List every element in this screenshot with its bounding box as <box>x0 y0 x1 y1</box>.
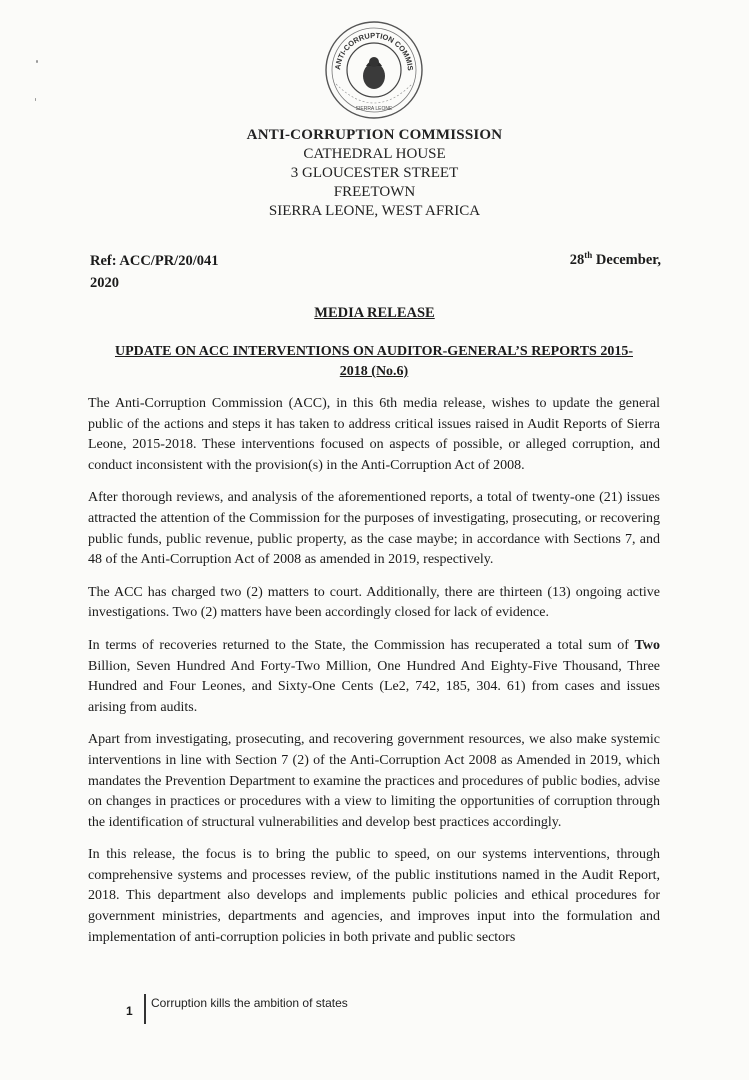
update-title <box>88 342 660 382</box>
address-line-2: 3 GLOUCESTER STREET <box>290 165 459 181</box>
paragraph-6: In this release, the focus is to bring the public to speed, on our systems interventions, through comprehensive systems and processes review, of the public institutions named in the Audit Report, 2018. This department also develops and implements public policies and ethical procedures for government ministries, departments and agencies, and improves input into the formulation and implementation of anti-corruption policies in both private and public sectors <box>88 847 660 945</box>
update-title-line-2: 2018 (No.6) <box>339 364 409 379</box>
footer-motto: Corruption kills the ambition of states <box>151 996 348 1010</box>
letterhead <box>0 126 749 221</box>
paragraph-5: Apart from investigating, prosecuting, and recovering government resources, we also make systemic interventions in line with Section 7 (2) of the Anti-Corruption Act 2008 as Amended in 2019, which mandates the Prevention Department to examine the practices and procedures of public bodies, advise on changes in practices or procedures with a view to limiting the opportunities of corruption through the identification of structural vulnerabilities and develop best practices accordingly. <box>88 732 660 830</box>
paragraph-1: The Anti-Corruption Commission (ACC), in this 6th media release, wishes to update the general public of the actions and steps it has taken to address critical issues raised in Audit Reports of Sierra Leone, 2015-2018. These interventions focused on aspects of possible, or alleged corruption, and conduct inconsistent with the provision(s) in the Anti-Corruption Act of 2008. <box>88 396 660 473</box>
footer-divider <box>144 994 146 1024</box>
paragraph-4-start: In terms of recoveries returned to the State, the Commission has recuperated a total sum of <box>88 637 635 653</box>
scan-speck <box>36 60 38 63</box>
date-suffix: th <box>584 250 593 260</box>
paragraph-3: The ACC has charged two (2) matters to court. Additionally, there are thirteen (13) ongoing active investigations. Two (2) matters have been accordingly closed for lack of evidence. <box>88 584 660 621</box>
address-line-4: SIERRA LEONE, WEST AFRICA <box>268 203 481 219</box>
reference-number <box>90 250 218 294</box>
address-line-1: CATHEDRAL HOUSE <box>303 146 446 162</box>
release-body <box>88 394 660 960</box>
reference-line-2: 2020 <box>90 275 119 291</box>
page-footer <box>120 994 520 1028</box>
commission-seal <box>322 14 426 126</box>
svg-text:ANTI-CORRUPTION COMMISSION: ANTI-CORRUPTION COMMIS <box>333 30 416 72</box>
organization-name: ANTI-CORRUPTION COMMISSION <box>246 127 503 143</box>
address-line-3: FREETOWN <box>333 184 416 200</box>
release-date <box>570 250 661 269</box>
page-number: 1 <box>126 1004 133 1018</box>
svg-text:SIERRA LEONE: SIERRA LEONE <box>355 106 393 112</box>
update-title-line-1: UPDATE ON ACC INTERVENTIONS ON AUDITOR-GENERAL’S REPORTS 2015- <box>114 344 633 359</box>
paragraph-2: After thorough reviews, and analysis of the aforementioned reports, a total of twenty-one (21) issues attracted the attention of the Commission for the purposes of investigating, prosecuting, or recovering public funds, public revenue, public property, as the case maybe; in accordance with Sections 7, and 48 of the Anti-Corruption Act of 2008 as amended in 2019, respectively. <box>88 490 660 568</box>
paragraph-4-bold: Two <box>634 637 660 653</box>
paragraph-4 <box>88 636 660 718</box>
date-rest: December, <box>592 251 661 268</box>
paragraph-4-end: Billion, Seven Hundred And Forty-Two Million, One Hundred And Eighty-Five Thousand, Three Hundred and Four Leones, and Sixty-One Cents (Le2, 742, 185, 304. 61) from cases and issues arising from audits. <box>88 658 660 715</box>
scan-speck <box>35 98 36 101</box>
date-day: 28 <box>569 251 585 268</box>
media-release-heading: MEDIA RELEASE <box>314 305 435 321</box>
reference-line-1: Ref: ACC/PR/20/041 <box>90 253 219 269</box>
